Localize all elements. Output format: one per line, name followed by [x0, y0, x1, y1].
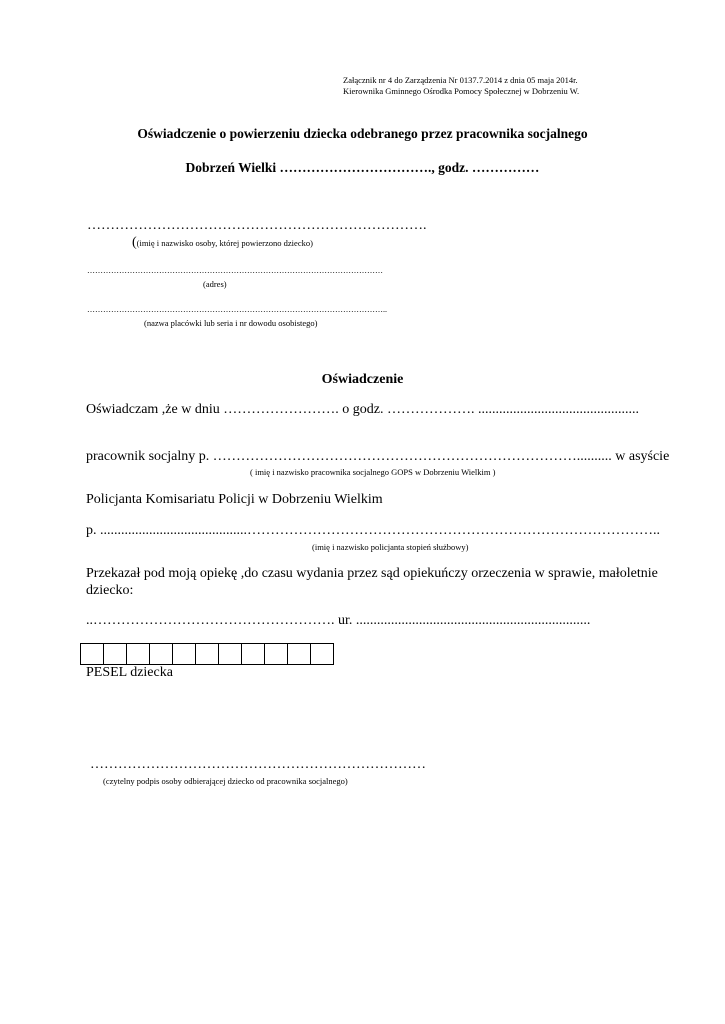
pesel-digit-box	[173, 644, 196, 665]
institution-caption: (nazwa placówki lub seria i nr dowodu osobistego)	[144, 318, 318, 328]
place-time-line: Dobrzeń Wielki ……………………………., godz. ……………	[185, 160, 540, 175]
pesel-digit-box	[150, 644, 173, 665]
pesel-digit-box	[81, 644, 104, 665]
pesel-digit-box	[219, 644, 242, 665]
person-name-field: ……………………………………………………………….	[87, 218, 427, 233]
institution-field: …………………………………………………………………………………………………..	[87, 305, 387, 314]
officer-line: p. ..........................................……………………………………………………………………………..	[86, 523, 660, 538]
pesel-digit-box	[311, 644, 334, 665]
pesel-digit-box	[196, 644, 219, 665]
child-line: ..……………………………………………. ur. ...................................................................	[86, 613, 591, 628]
pesel-digit-box	[127, 644, 150, 665]
section-title: Oświadczenie	[321, 372, 404, 387]
pesel-digit-box	[104, 644, 127, 665]
police-line: Policjanta Komisariatu Policji w Dobrzeniu Wielkim	[86, 492, 383, 507]
person-name-caption: ((imię i nazwisko osoby, której powierzono dziecko)	[132, 235, 313, 250]
pesel-label: PESEL dziecka	[86, 665, 173, 680]
signature-caption: (czytelny podpis osoby odbierającej dziecko od pracownika socjalnego)	[103, 776, 348, 786]
pesel-digit-box	[288, 644, 311, 665]
officer-caption: (imię i nazwisko policjanta stopień służbowy)	[312, 542, 469, 552]
address-caption: (adres)	[203, 279, 227, 289]
pesel-digit-box	[242, 644, 265, 665]
address-field: …………………………………………………………………………………………………	[87, 266, 383, 275]
attachment-line-1: Załącznik nr 4 do Zarządzenia Nr 0137.7.2014 z dnia 05 maja 2014r.	[343, 75, 578, 85]
handover-line-1: Przekazał pod moją opiekę ,do czasu wydania przez sąd opiekuńczy orzeczenia w sprawie, małoletnie	[86, 566, 658, 581]
declare-line: Oświadczam ,że w dniu ……………………. o godz. ………………. ..............................................	[86, 402, 639, 417]
social-worker-line: pracownik socjalny p. …………………………………………………………………….......... w asyście	[86, 449, 670, 464]
pesel-boxes	[80, 643, 334, 665]
signature-field: ………………………………………………………………	[90, 757, 426, 772]
attachment-line-2: Kierownika Gminnego Ośrodka Pomocy Społecznej w Dobrzeniu W.	[343, 86, 580, 96]
person-caption-text: (imię i nazwisko osoby, której powierzono dziecko)	[136, 238, 313, 248]
social-worker-caption: ( imię i nazwisko pracownika socjalnego GOPS w Dobrzeniu Wielkim )	[250, 467, 496, 477]
document-title: Oświadczenie o powierzeniu dziecka odebranego przez pracownika socjalnego	[137, 126, 588, 141]
handover-line-2: dziecko:	[86, 583, 134, 598]
pesel-digit-box	[265, 644, 288, 665]
